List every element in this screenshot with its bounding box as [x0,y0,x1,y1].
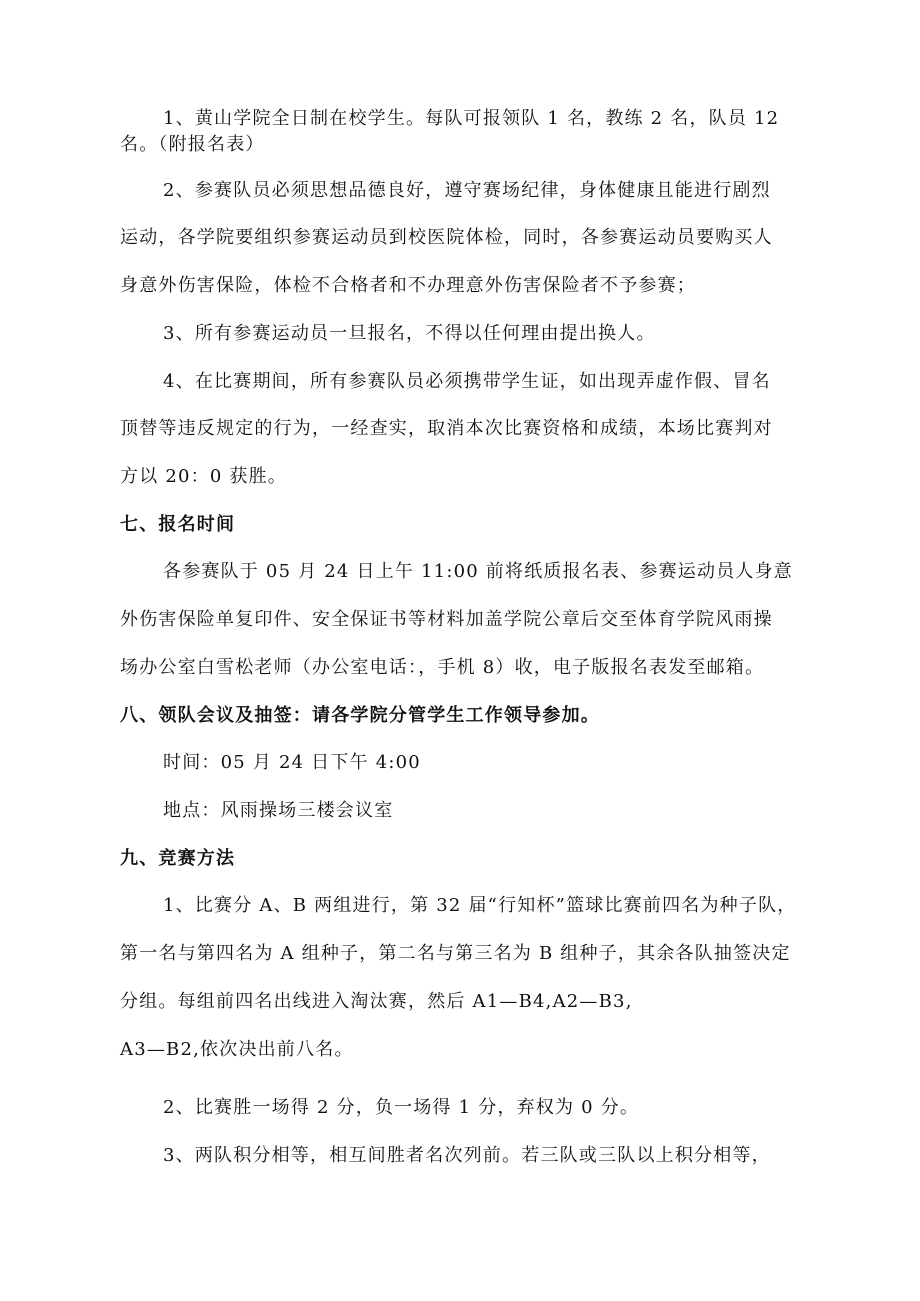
paragraph-6-line-3: 分组。每组前四名出线进入淘汰赛，然后 A1—B4,A2—B3, [120,991,633,1012]
paragraph-6-line-2: 第一名与第四名为 A 组种子，第二名与第三名为 B 组种子，其余各队抽签决定 [120,943,791,964]
meeting-location: 地点：风雨操场三楼会议室 [163,800,394,821]
paragraph-7-line-1: 2、比赛胜一场得 2 分，负一场得 1 分，弃权为 0 分。 [163,1097,640,1118]
paragraph-1-line-1: 1、黄山学院全日制在校学生。每队可报领队 1 名，教练 2 名，队员 12 [163,108,780,129]
paragraph-4-line-3: 方以 20：0 获胜。 [120,466,287,487]
section-heading-competition-method: 九、竞赛方法 [120,848,236,869]
paragraph-2-line-1: 2、参赛队员必须思想品德良好，遵守赛场纪律，身体健康且能进行剧烈 [163,180,771,201]
meeting-time: 时间：05 月 24 日下午 4:00 [163,752,421,773]
section-heading-registration-time: 七、报名时间 [120,514,236,535]
paragraph-6-line-1: 1、比赛分 A、B 两组进行，第 32 届“行知杯”篮球比赛前四名为种子队， [163,895,797,916]
paragraph-2-line-3: 身意外伤害保险，体检不合格者和不办理意外伤害保险者不予参赛； [120,275,696,296]
paragraph-5-line-1: 各参赛队于 05 月 24 日上午 11:00 前将纸质报名表、参赛运动员人身意 [163,561,794,582]
section-heading-leaders-meeting: 八、领队会议及抽签：请各学院分管学生工作领导参加。 [120,705,600,726]
paragraph-8-line-1: 3、两队积分相等，相互间胜者名次列前。若三队或三队以上积分相等， [163,1145,771,1166]
paragraph-4-line-1: 4、在比赛期间，所有参赛队员必须携带学生证，如出现弄虚作假、冒名 [163,371,771,392]
paragraph-4-line-2: 顶替等违反规定的行为，一经查实，取消本次比赛资格和成绩，本场比赛判对 [120,418,773,439]
paragraph-3-line-1: 3、所有参赛运动员一旦报名，不得以任何理由提出换人。 [163,323,656,344]
paragraph-5-line-3: 场办公室白雪松老师（办公室电话：，手机 8）收，电子版报名表发至邮箱。 [120,657,765,678]
paragraph-6-line-4: A3—B2,依次决出前八名。 [120,1039,354,1060]
paragraph-2-line-2: 运动，各学院要组织参赛运动员到校医院体检，同时，各参赛运动员要购买人 [120,227,773,248]
paragraph-1-line-2: 名。（附报名表） [120,134,265,155]
paragraph-5-line-2: 外伤害保险单复印件、安全保证书等材料加盖学院公章后交至体育学院风雨操 [120,609,773,630]
